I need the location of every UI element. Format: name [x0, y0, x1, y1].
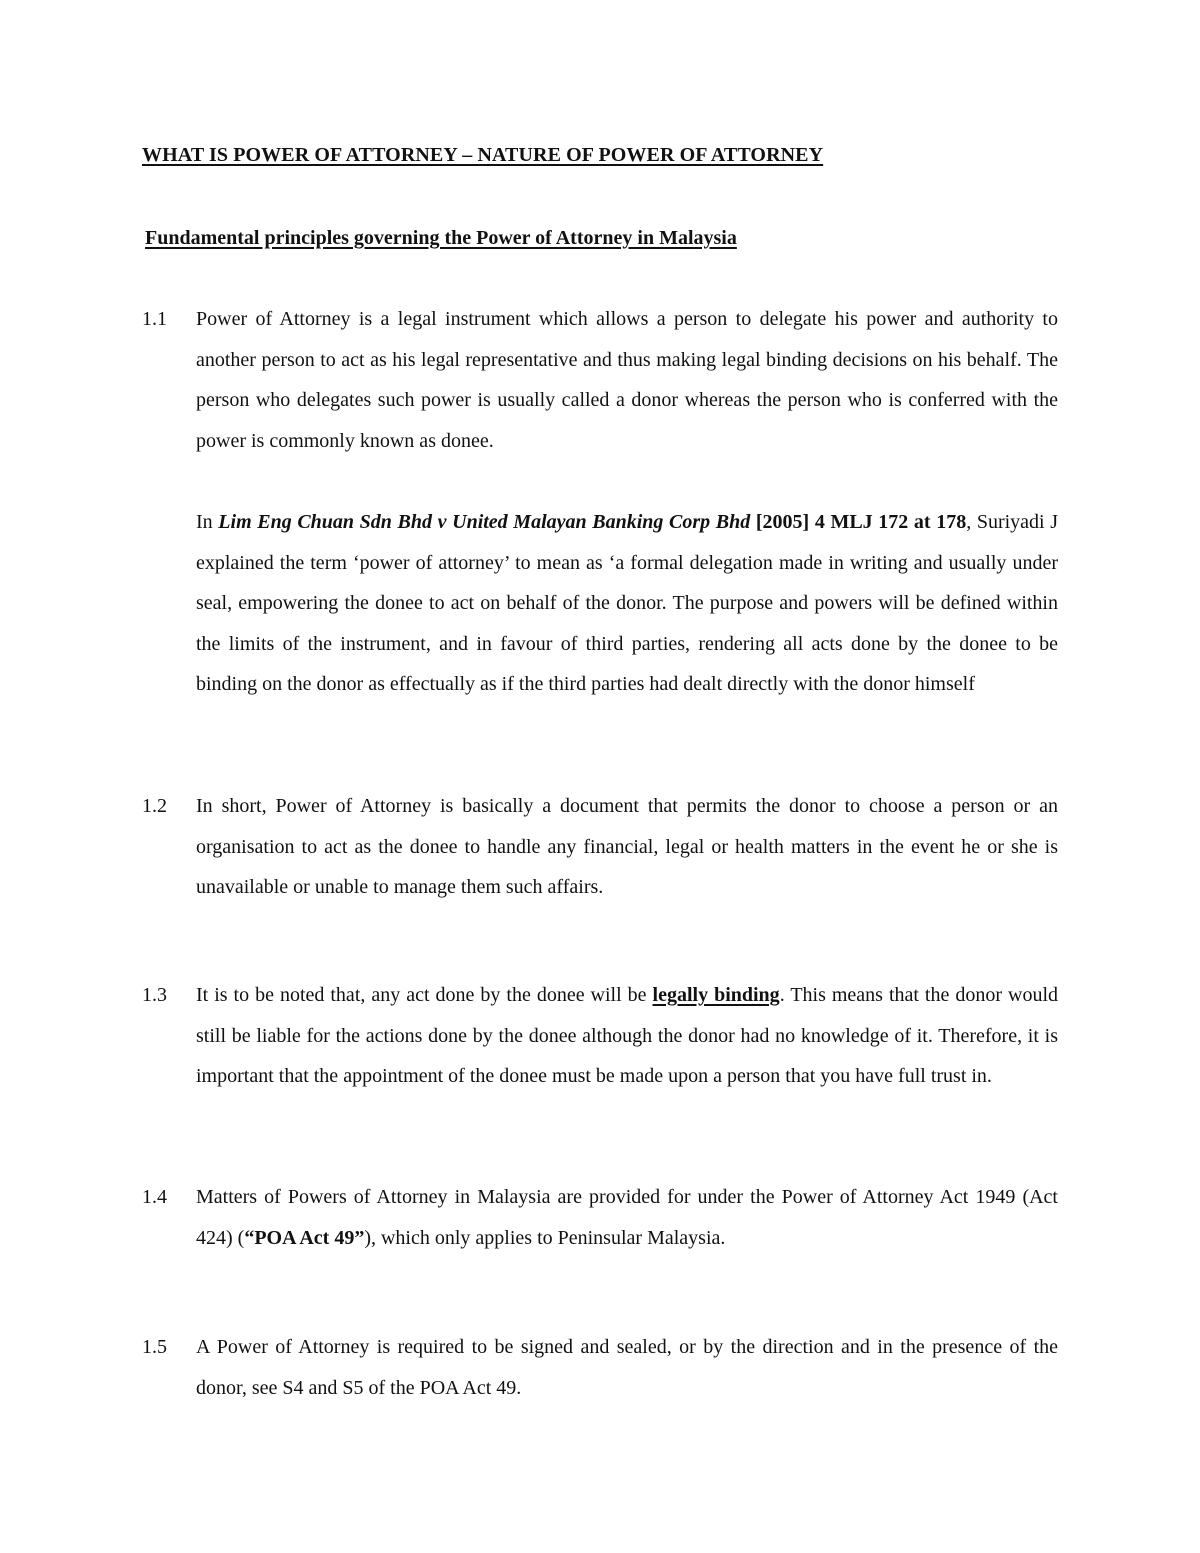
- section-number: 1.1: [142, 308, 167, 330]
- case-quote-paragraph: [196, 502, 1058, 705]
- case-text: , Suriyadi J explained the term ‘power of attorney’ to mean as ‘a formal delegation made in writing and usually under seal, empowering the donee to act on behalf of the donor. The purpose and powers will be defined within the limits of the instrument, and in favour of third parties, rendering all acts done by the donee to be binding on the donor as effectually as if the third parties had dealt directly with the donor himself: [196, 511, 1059, 695]
- section-text-before: It is to be noted that, any act done by the donee will be: [196, 984, 653, 1006]
- section-number: 1.2: [142, 795, 167, 817]
- legally-binding-emphasis: legally binding: [652, 984, 780, 1006]
- section-number: 1.3: [142, 984, 167, 1006]
- section-text-after: . This means that the donor would still be liable for the actions done by the donee although the donor had no knowledge of it. Therefore, it is important that the appointment of the donee must be made upon a person that you have full trust in.: [196, 984, 1059, 1087]
- section-text: [196, 975, 1058, 1097]
- case-intro: In: [196, 511, 213, 533]
- section-number: 1.4: [142, 1186, 167, 1208]
- section-number: 1.5: [142, 1336, 167, 1358]
- poa-act-emphasis: “POA Act 49”: [244, 1226, 365, 1249]
- section-text: Power of Attorney is a legal instrument which allows a person to delegate his power and authority to another person to act as his legal representative and thus making legal binding decisions on his behalf. The person who delegates such power is usually called a donor whereas the person who is conferred with the power is commonly known as donee.: [196, 308, 1058, 452]
- case-name: Lim Eng Chuan Sdn Bhd v United Malayan Banking Corp Bhd: [218, 511, 751, 533]
- section-text: In short, Power of Attorney is basically a document that permits the donor to choose a person or an organisation to act as the donee to handle any financial, legal or health matters in the event he or she is unavailable or unable to manage them such affairs.: [196, 795, 1058, 898]
- section-text-before: Matters of Powers of Attorney in Malaysia are provided for under the Power of Attorney Act 1949 (Act 424) (: [196, 1186, 1058, 1249]
- section-text: [196, 1177, 1058, 1258]
- section-text: A Power of Attorney is required to be signed and sealed, or by the direction and in the presence of the donor, see S4 and S5 of the POA Act 49.: [196, 1336, 1058, 1399]
- section-text-after: ), which only applies to Peninsular Malaysia.: [364, 1226, 726, 1249]
- document-subtitle: Fundamental principles governing the Power of Attorney in Malaysia: [145, 227, 737, 249]
- document-title: WHAT IS POWER OF ATTORNEY – NATURE OF POWER OF ATTORNEY: [142, 144, 824, 166]
- case-citation: [2005] 4 MLJ 172 at 178: [755, 511, 967, 533]
